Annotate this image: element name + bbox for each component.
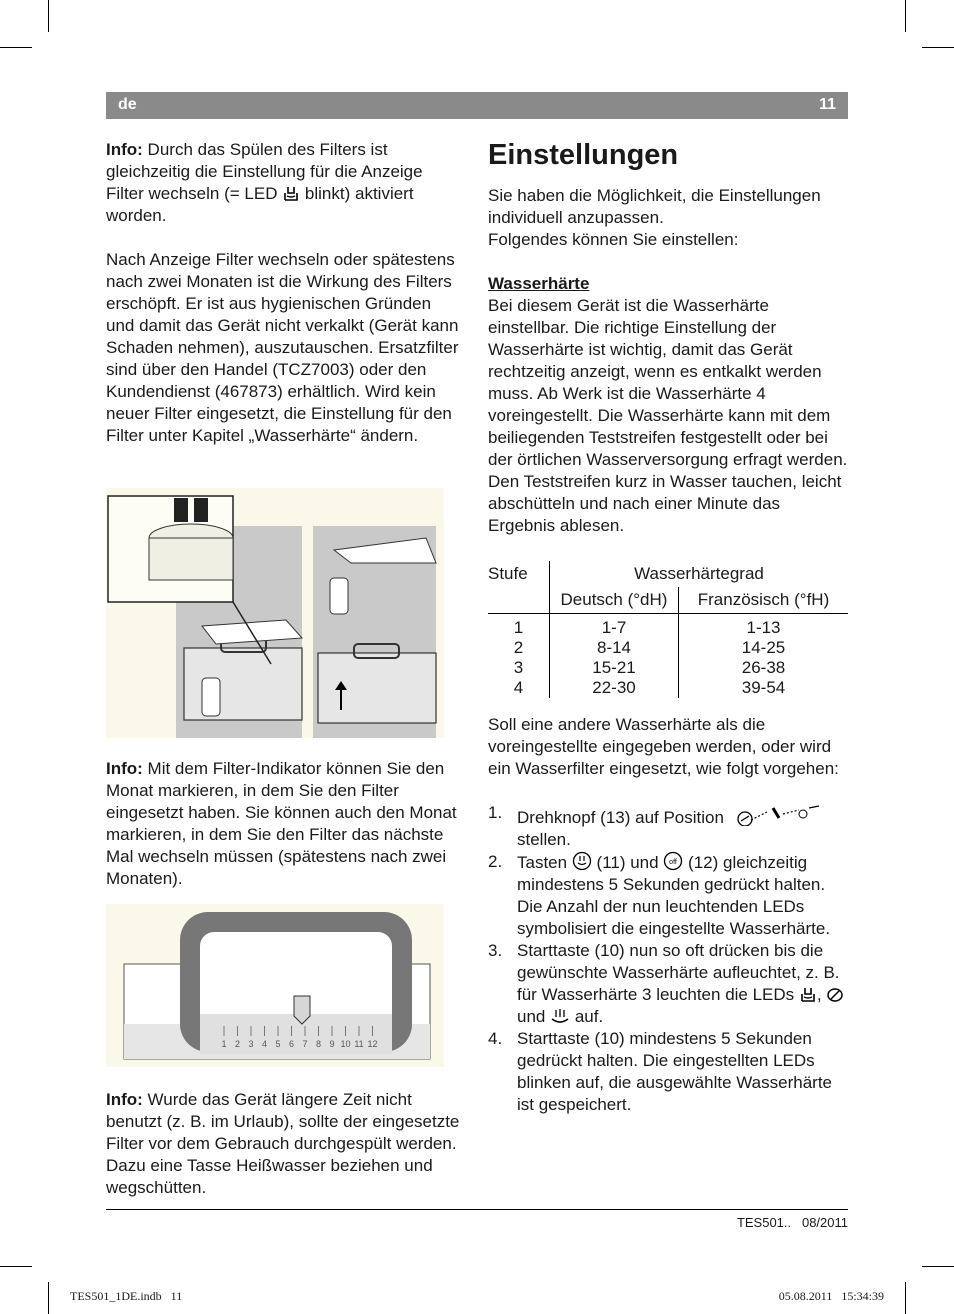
table-cell: 3	[488, 658, 550, 678]
info-paragraph-2	[106, 758, 464, 890]
test-strip-text: Den Teststreifen kurz in Wasser tauchen, leicht abschütteln und nach einer Minute das Ergebnis ablesen.	[488, 472, 842, 535]
table-cell: 1	[488, 614, 550, 639]
step-text: Starttaste (10) mindestens 5 Sekunden gedrückt halten. Die eingestellten LEDs blinken auf, die ausgewählte Wasserhärte ist gespeichert.	[517, 1029, 832, 1114]
step-number: 1.	[488, 803, 503, 822]
info-label: Info:	[106, 140, 143, 159]
month-scale-label: 11	[354, 1039, 364, 1049]
info-label: Info:	[106, 759, 143, 778]
step-text: (11) und	[591, 853, 664, 872]
info-text: Mit dem Filter-Indikator können Sie den Monat markieren, in dem Sie den Filter eingesetzt haben. Sie können auch den Monat markieren, in dem Sie den Filter das nächste Mal wechseln müssen (spätestens nach zwei Monaten).	[106, 759, 457, 888]
table-cell: 22-30	[550, 678, 679, 698]
section-heading: Einstellungen	[488, 139, 679, 171]
language-code: de	[118, 96, 137, 113]
print-slug-date: 05.08.2011 15:34:39	[778, 1289, 884, 1303]
step-2	[488, 851, 848, 940]
filter-led-icon	[799, 985, 817, 1003]
crop-mark	[48, 0, 49, 32]
month-scale-label: 5	[275, 1039, 281, 1049]
step-number: 2.	[488, 852, 503, 871]
crop-mark	[905, 1282, 906, 1314]
step-text: auf.	[570, 1007, 604, 1026]
left-column	[106, 139, 464, 447]
table-row	[488, 638, 848, 658]
table-cell: 26-38	[741, 658, 786, 677]
step-text: ,	[816, 985, 827, 1004]
footer-rule	[106, 1209, 848, 1210]
table-row	[488, 658, 848, 678]
table-header-franzoesisch: Französisch (°fH)	[679, 587, 849, 614]
month-scale-label: 2	[234, 1039, 241, 1049]
procedure-steps	[488, 802, 848, 1116]
table-cell: 4	[488, 678, 550, 698]
table-row	[488, 678, 848, 698]
filter-insert-illustration	[106, 488, 444, 738]
step-number: 3.	[488, 941, 503, 960]
table-cell: 1-13	[746, 618, 781, 637]
step-3	[488, 940, 848, 1028]
table-header-deutsch: Deutsch (°dH)	[550, 587, 679, 614]
right-column	[488, 139, 848, 1116]
month-scale-label: 4	[261, 1039, 268, 1049]
step-text: (12) gleichzeitig mindestens 5 Sekunden gedrückt halten. Die Anzahl der nun leuchtenden LEDs symbolisiert die eingestellte Wasserhärte.	[517, 853, 831, 938]
left-column-3	[106, 1089, 464, 1199]
intro-text-2: Folgendes können Sie einstellen:	[488, 230, 739, 249]
step-1	[488, 802, 848, 851]
step-4	[488, 1028, 848, 1116]
steam-led-icon	[550, 1007, 570, 1025]
table-row	[488, 614, 848, 639]
table-cell: 2	[488, 638, 550, 658]
page-number: 11	[819, 96, 836, 113]
footer-code: TES501.. 08/2011	[736, 1215, 848, 1230]
month-scale-label: 10	[340, 1039, 351, 1049]
filter-led-icon	[282, 184, 300, 202]
crop-mark	[48, 1282, 49, 1314]
info-text: Durch das Spülen des Filters ist gleichzeitig die Einstellung für die Anzeige Filter wechseln (= LED	[106, 140, 423, 203]
table-cell: 1-7	[550, 614, 679, 639]
crop-mark	[0, 1266, 32, 1267]
crop-mark	[922, 1266, 954, 1267]
step-text: Tasten	[517, 853, 572, 872]
step-number: 4.	[488, 1029, 503, 1048]
info-paragraph-1	[106, 139, 464, 227]
table-header-stufe: Stufe	[488, 561, 550, 587]
procedure-intro: Soll eine andere Wasserhärte als die voreingestellte eingegeben werden, oder wird ein Wasserfilter eingesetzt, wie folgt vorgehen:	[488, 715, 839, 778]
month-scale-label: 9	[329, 1039, 335, 1049]
crop-mark	[922, 47, 954, 48]
month-scale-label: 3	[248, 1039, 254, 1049]
month-scale-label: 7	[302, 1039, 308, 1049]
filter-insert-drawing	[106, 488, 444, 738]
table-cell: 39-54	[741, 678, 786, 697]
step-text: stellen.	[517, 830, 571, 849]
crop-mark	[0, 47, 32, 48]
month-scale-label: 1	[221, 1039, 227, 1049]
print-slug-file: TES501_1DE.indb 11	[70, 1289, 183, 1303]
step-text: Starttaste (10) nun so oft drücken bis die gewünschte Wasserhärte aufleuchtet, z. B. für Wasserhärte 3 leuchten die LEDs	[517, 941, 840, 1004]
info-text: blinkt) aktiviert worden.	[106, 184, 414, 225]
month-scale-label: 12	[367, 1039, 378, 1049]
info-paragraph-3	[106, 1089, 464, 1199]
crop-mark	[905, 0, 906, 32]
step-text: Drehknopf (13) auf Position	[517, 808, 729, 827]
svg-text:off: off	[669, 859, 678, 866]
water-hardness-table	[488, 561, 848, 698]
filter-indicator-illustration	[106, 904, 444, 1067]
subsection-title: Wasserhärte	[488, 274, 590, 293]
auto-off-button-icon	[663, 851, 683, 871]
table-cell: 8-14	[550, 638, 679, 658]
left-column-2	[106, 758, 464, 890]
table-cell: 14-25	[741, 638, 786, 657]
page-header	[106, 92, 848, 119]
intro-text: Sie haben die Möglichkeit, die Einstellungen individuell anzupassen.	[488, 186, 821, 227]
table-cell: 15-21	[550, 658, 679, 678]
info-label: Info:	[106, 1090, 143, 1109]
month-scale-label: 6	[288, 1039, 295, 1049]
info-text: Wurde das Gerät längere Zeit nicht benutzt (z. B. im Urlaub), sollte der eingesetzte Filter vor dem Gebrauch durchgespült werden. Dazu eine Tasse Heißwasser beziehen und wegschütten.	[106, 1090, 460, 1197]
step-text: und	[517, 1007, 551, 1026]
dial-position-icon	[729, 802, 823, 826]
month-scale-label: 8	[315, 1039, 322, 1049]
water-hardness-text: Bei diesem Gerät ist die Wasserhärte einstellbar. Die richtige Einstellung der Wasserhärte ist wichtig, damit das Gerät rechtzeitig anzeigt, wenn es entkalkt werden muss. Ab Werk ist die Wasserhärte 4 voreingestellt. Die Wasserhärte kann mit dem beiliegenden Teststreifen festgestellt oder bei der örtlichen Wasserversorgung erfragt werden.	[488, 296, 848, 469]
filter-indicator-drawing	[106, 904, 444, 1067]
table-header-group: Wasserhärtegrad	[634, 564, 764, 583]
filter-paragraph: Nach Anzeige Filter wechseln oder spätestens nach zwei Monaten ist die Wirkung des Filters erschöpft. Er ist aus hygienischen Gründen und damit das Gerät nicht verkalkt (Gerät kann Schaden nehmen), auszutauschen. Ersatzfilter sind über den Handel (TCZ7003) oder den Kundendienst (467873) erhältlich. Wird kein neuer Filter eingesetzt, die Einstellung für den Filter unter Kapitel „Wasserhärte“ ändern.	[106, 250, 459, 445]
steam-button-icon	[572, 851, 592, 871]
descale-led-icon	[826, 985, 844, 1003]
